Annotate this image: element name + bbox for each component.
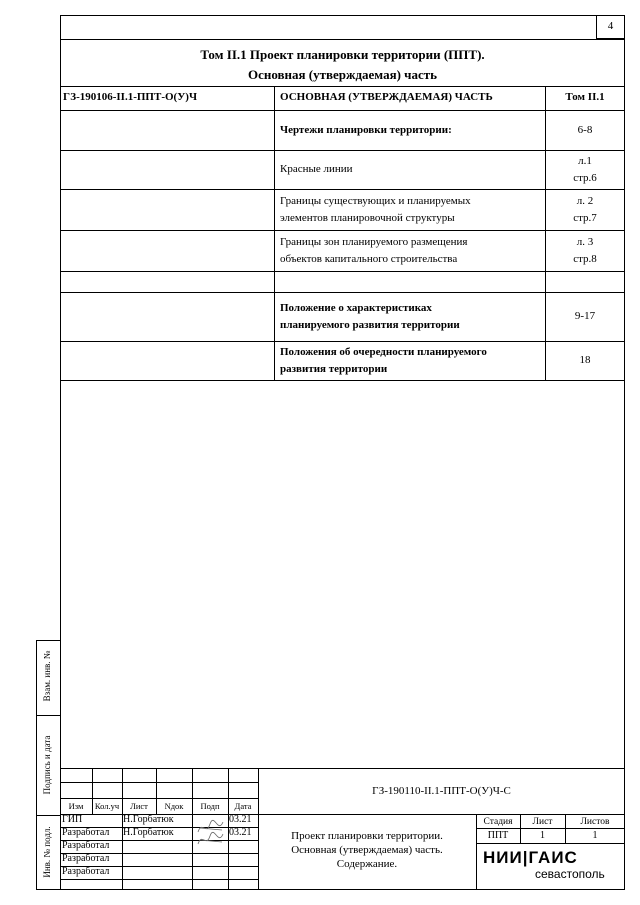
title-block-role: Разработал xyxy=(62,853,110,864)
title-block-line xyxy=(476,828,625,829)
side-stamp-podpis: Подпись и дата xyxy=(42,735,52,795)
title-block-header-data: Дата xyxy=(234,801,252,811)
table-line xyxy=(274,86,275,380)
table-row-pages: 9-17 xyxy=(574,310,596,322)
table-row-name: развития территории xyxy=(280,362,388,375)
title-block-header-podp: Подп xyxy=(200,801,220,811)
title-block-date: 03.21 xyxy=(229,814,252,825)
table-row-pages: стр.6 xyxy=(573,171,597,184)
title-block-line xyxy=(60,768,625,769)
title-block-sheet-label: Лист xyxy=(532,817,553,827)
title-block-sheets-label: Листов xyxy=(580,817,610,827)
table-row-pages: л.1 xyxy=(578,154,592,167)
side-stamp-vzam: Взам. инв. № xyxy=(42,650,52,702)
title-block-stage-value: ППТ xyxy=(487,830,509,841)
title-block-date: 03.21 xyxy=(229,827,252,838)
table-row-name: Границы существующих и планируемых xyxy=(280,194,471,207)
company-logo-main: НИИ|ГАИС xyxy=(483,848,578,867)
header-title-line2: Основная (утверждаемая) часть xyxy=(247,67,438,82)
table-row-pages: 18 xyxy=(579,354,591,366)
title-block-code: ГЗ-190110-II.1-ППТ-О(У)Ч-С xyxy=(372,785,511,797)
table-row-name: Красные линии xyxy=(280,163,353,175)
title-block-description: Содержание. xyxy=(336,858,398,870)
company-logo-sub: севастополь xyxy=(535,867,605,881)
table-row-line xyxy=(60,271,625,272)
title-block-name: Н.Горбатюк xyxy=(123,814,174,825)
page-frame xyxy=(60,15,625,890)
table-row-name: планируемого развития территории xyxy=(280,318,460,331)
title-block-header-ndok: Nдок xyxy=(164,801,184,811)
table-header-code: ГЗ-190106-II.1-ППТ-О(У)Ч xyxy=(63,91,198,103)
title-block-role: Разработал xyxy=(62,866,110,877)
page-number: 4 xyxy=(607,20,614,32)
title-block-sheets-value: 1 xyxy=(592,830,598,841)
side-stamp-inv: Инв. № подл. xyxy=(42,826,52,878)
table-row-pages: стр.7 xyxy=(573,211,597,224)
table-line xyxy=(60,110,625,111)
table-header-section: ОСНОВНАЯ (УТВЕРЖДАЕМАЯ) ЧАСТЬ xyxy=(280,91,493,103)
title-block-stage-label: Стадия xyxy=(483,817,513,827)
table-row-pages: л. 3 xyxy=(576,235,594,248)
table-row-line xyxy=(60,189,625,190)
table-line xyxy=(60,86,625,87)
header-title-line1: Том II.1 Проект планировки территории (ППТ). xyxy=(200,47,485,62)
title-block-role: Разработал xyxy=(62,840,110,851)
title-block-line xyxy=(476,843,625,844)
header-top-line xyxy=(60,39,625,40)
table-row-name: элементов планировочной структуры xyxy=(280,211,455,224)
table-row-line xyxy=(60,230,625,231)
signature-scribble xyxy=(196,830,226,850)
table-header-volume: Том II.1 xyxy=(565,91,605,103)
title-block-header-izm: Изм xyxy=(68,801,84,811)
table-row-name: объектов капитального строительства xyxy=(280,252,458,265)
title-block-role: ГИП xyxy=(62,814,83,825)
title-block-header-list: Лист xyxy=(130,801,148,811)
title-block-description: Проект планировки территории. xyxy=(291,830,443,842)
title-block-header-kol: Кол.уч xyxy=(94,801,120,811)
table-row-line xyxy=(60,292,625,293)
table-row-line xyxy=(60,341,625,342)
table-row-line xyxy=(60,150,625,151)
table-row-pages: л. 2 xyxy=(576,194,594,207)
title-block-line xyxy=(192,814,193,890)
title-block-sheet-value: 1 xyxy=(540,830,545,841)
table-row-name: Положения об очередности планируемого xyxy=(280,345,487,358)
table-row-pages: 6-8 xyxy=(577,123,593,136)
table-row-pages: стр.8 xyxy=(573,252,597,265)
table-row-name: Положение о характеристиках xyxy=(280,301,432,314)
title-block-role: Разработал xyxy=(62,827,110,838)
table-row-name: Границы зон планируемого размещения xyxy=(280,235,468,248)
table-row-line xyxy=(60,380,625,381)
title-block-name: Н.Горбатюк xyxy=(123,827,174,838)
title-block-description: Основная (утверждаемая) часть. xyxy=(291,844,443,856)
table-row-name: Чертежи планировки территории: xyxy=(280,123,452,136)
